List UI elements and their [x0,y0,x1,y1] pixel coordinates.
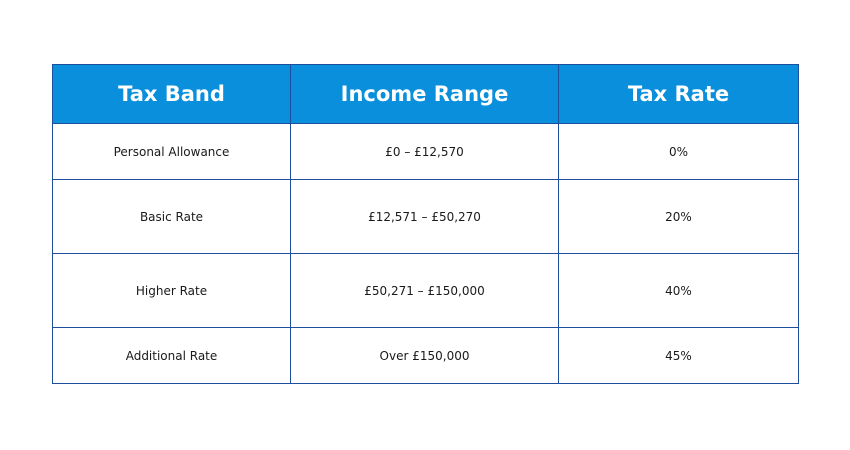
cell-tax-band: Additional Rate [53,328,291,384]
cell-tax-band: Higher Rate [53,254,291,328]
cell-tax-rate: 45% [559,328,799,384]
table-header-row [53,65,799,124]
table-row [53,180,799,254]
cell-tax-band: Basic Rate [53,180,291,254]
cell-tax-rate: 40% [559,254,799,328]
header-income-range: Income Range [291,65,559,124]
cell-income-range: Over £150,000 [291,328,559,384]
tax-band-table [52,64,799,384]
table-row [53,328,799,384]
cell-tax-rate: 20% [559,180,799,254]
table-row [53,254,799,328]
cell-income-range: £0 – £12,570 [291,124,559,180]
header-tax-band: Tax Band [53,65,291,124]
header-tax-rate: Tax Rate [559,65,799,124]
cell-tax-rate: 0% [559,124,799,180]
table-row [53,124,799,180]
cell-tax-band: Personal Allowance [53,124,291,180]
cell-income-range: £12,571 – £50,270 [291,180,559,254]
cell-income-range: £50,271 – £150,000 [291,254,559,328]
